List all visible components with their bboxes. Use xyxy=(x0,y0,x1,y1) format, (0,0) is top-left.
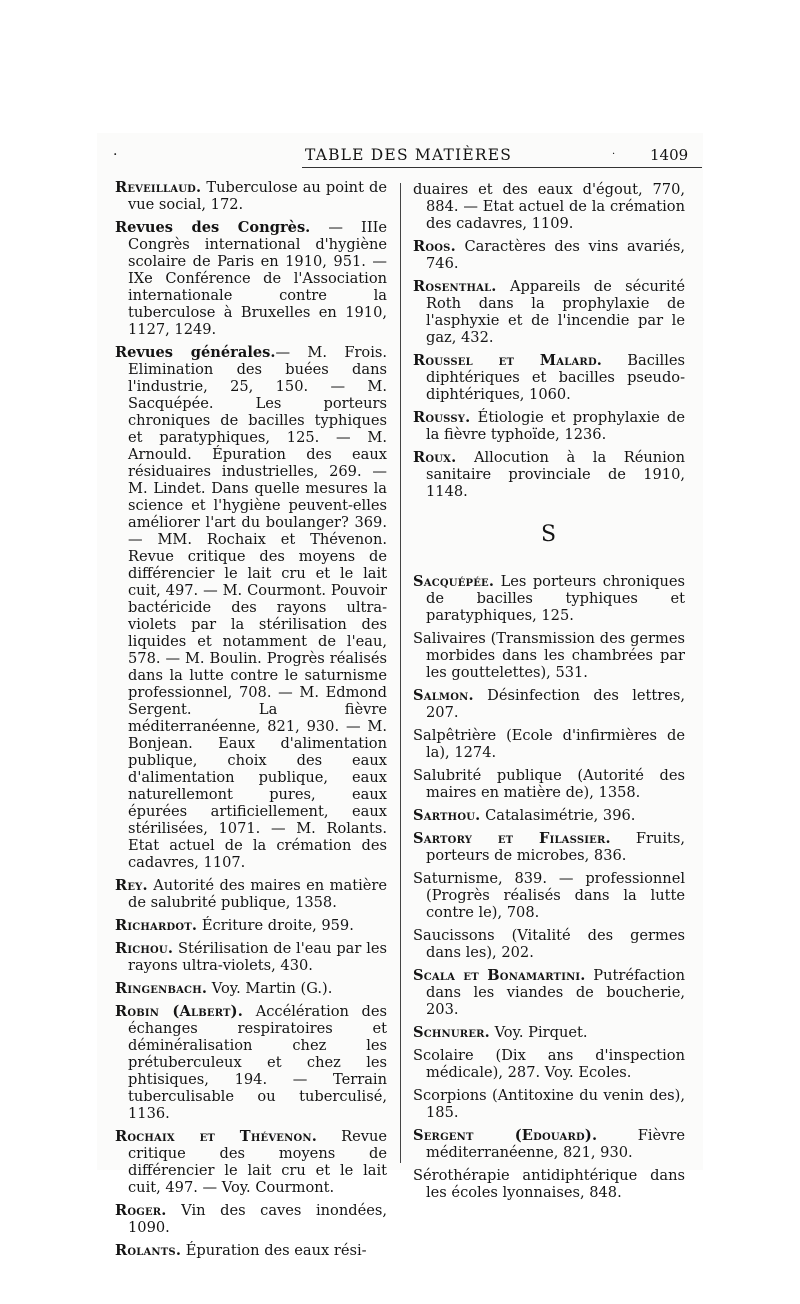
entry-heading: Roussy. xyxy=(413,409,471,426)
entry-text: Désinfection des lettres, 207. xyxy=(426,687,685,721)
index-entry xyxy=(413,830,685,864)
left-column xyxy=(115,179,387,1265)
entry-heading: Richou. xyxy=(115,940,174,957)
entry-text: Voy. Martin (G.). xyxy=(207,980,333,997)
entry-text: Stérilisation de l'eau par les rayons ultra-violets, 430. xyxy=(128,940,387,974)
entry-heading: Rochaix et Thévenon. xyxy=(115,1128,317,1145)
entry-text: Allocution à la Réunion sanitaire provinciale de 1910, 1148. xyxy=(426,449,685,500)
entry-text: Étiologie et prophylaxie de la fièvre typhoïde, 1236. xyxy=(426,409,685,443)
entry-heading: Sergent (Edouard). xyxy=(413,1127,598,1144)
entry-text: — M. Frois. Elimination des buées dans l'industrie, 25, 150. — M. Sacquépée. Les porteurs chroniques de bacilles typhiques et paratyphiques, 125. — M. Arnould. Épuration des eaux résiduaires industrielles, 269. — M. Lindet. Dans quelle mesures la science et l'hygiène peuvent-elles améliorer l'art du boulanger? 369. — MM. Rochaix et Thévenon. Revue critique des moyens de différencier le lait cru et le lait cuit, 497. — M. Courmont. Pouvoir bactéricide des rayons ultra-violets par la stérilisation des liquides et notamment de l'eau, 578. — M. Boulin. Progrès réalisés dans la lutte contre le saturnisme professionnel, 708. — M. Edmond Sergent. La fièvre méditerranéenne, 821, 930. — M. Bonjean. Eaux d'alimentation publique, choix des eaux d'alimentation publique, eaux naturellemont pures, eaux épurées artificiellement, eaux stérilisées, 1071. — M. Rolants. Etat actuel de la crémation des cadavres, 1107. xyxy=(128,344,387,871)
index-entry xyxy=(115,179,387,213)
entry-heading: Roger. xyxy=(115,1202,167,1219)
entry-text: Autorité des maires en matière de salubrité publique, 1358. xyxy=(128,877,387,911)
index-entry xyxy=(413,1024,685,1041)
entry-heading: Richardot. xyxy=(115,917,198,934)
index-entry xyxy=(413,807,685,824)
right-column-s-entries xyxy=(413,573,685,1201)
entry-heading: Revues générales. xyxy=(115,344,276,361)
index-entry xyxy=(115,1003,387,1122)
entry-heading: Revues des Congrès. xyxy=(115,219,311,236)
entry-text: Voy. Pirquet. xyxy=(489,1024,588,1041)
page-number: 1409 xyxy=(650,146,689,164)
index-entry xyxy=(413,967,685,1018)
column-divider xyxy=(400,183,401,1163)
entry-text: Fruits, porteurs de microbes, 836. xyxy=(426,830,685,864)
index-entry xyxy=(413,573,685,624)
index-entry xyxy=(115,1202,387,1236)
entry-text: Salubrité publique (Autorité des maires en matière de), 1358. xyxy=(413,767,685,801)
entry-heading: Roos. xyxy=(413,238,456,255)
right-column xyxy=(413,181,685,1207)
right-column-r-entries xyxy=(413,181,685,500)
entry-heading: Rosenthal. xyxy=(413,278,497,295)
entry-text: duaires et des eaux d'égout, 770, 884. — Etat actuel de la crémation des cadavres, 1109. xyxy=(413,181,685,232)
index-entry xyxy=(115,344,387,871)
index-entry xyxy=(115,980,387,997)
index-entry xyxy=(413,727,685,761)
index-entry xyxy=(115,877,387,911)
entry-text: Salpêtrière (Ecole d'infirmières de la), 1274. xyxy=(413,727,685,761)
index-entry xyxy=(413,767,685,801)
entry-text: Scorpions (Antitoxine du venin des), 185. xyxy=(413,1087,685,1121)
index-entry xyxy=(413,449,685,500)
index-entry xyxy=(115,1242,387,1259)
index-entry xyxy=(413,1127,685,1161)
running-title: TABLE DES MATIÈRES xyxy=(305,146,513,164)
index-entry xyxy=(115,917,387,934)
index-entry xyxy=(413,630,685,681)
entry-heading: Schnurer. xyxy=(413,1024,490,1041)
index-entry xyxy=(115,219,387,338)
entry-text: Catalasimétrie, 396. xyxy=(480,807,636,824)
index-entry xyxy=(115,1128,387,1196)
index-entry xyxy=(413,870,685,921)
index-entry xyxy=(413,927,685,961)
entry-heading: Sacquépée. xyxy=(413,573,495,590)
entry-heading: Ringenbach. xyxy=(115,980,208,997)
entry-text: Saturnisme, 839. — professionnel (Progrès réalisés dans la lutte contre le), 708. xyxy=(413,870,685,921)
entry-heading: Salmon. xyxy=(413,687,474,704)
entry-text: Écriture droite, 959. xyxy=(197,917,354,934)
entry-text: Bacilles diphtériques et bacilles pseudo-diphtériques, 1060. xyxy=(426,352,685,403)
header-mark: · xyxy=(612,149,616,160)
index-entry xyxy=(413,409,685,443)
entry-heading: Rey. xyxy=(115,877,148,894)
header-rule xyxy=(302,167,702,168)
entry-text: Tuberculose au point de vue social, 172. xyxy=(128,179,387,213)
index-entry xyxy=(413,687,685,721)
page-header xyxy=(97,145,703,169)
index-entry xyxy=(413,278,685,346)
index-entry xyxy=(413,1087,685,1121)
index-entry xyxy=(115,940,387,974)
index-entry xyxy=(413,1047,685,1081)
entry-text: Revue critique des moyens de différencier le lait cru et le lait cuit, 497. — Voy. Courmont. xyxy=(128,1128,387,1196)
entry-text: Caractères des vins avariés, 746. xyxy=(426,238,685,272)
entry-heading: Reveillaud. xyxy=(115,179,202,196)
entry-heading: Roussel et Malard. xyxy=(413,352,603,369)
entry-text: Scolaire (Dix ans d'inspection médicale), 287. Voy. Ecoles. xyxy=(413,1047,685,1081)
entry-heading: Sartory et Filassier. xyxy=(413,830,611,847)
index-entry xyxy=(413,352,685,403)
entry-text: Accélération des échanges respiratoires et déminéralisation chez les prétuberculeux et chez les phtisiques, 194. — Terrain tuberculisable ou tuberculisé, 1136. xyxy=(128,1003,388,1122)
page-sheet xyxy=(97,133,703,1259)
entry-text: Saucissons (Vitalité des germes dans les), 202. xyxy=(413,927,685,961)
entry-text: Vin des caves inondées, 1090. xyxy=(128,1202,387,1236)
entry-text: — IIIe Congrès international d'hygiène scolaire de Paris en 1910, 951. — IXe Conférence de l'Association internationale contre la tuberculose à Bruxelles en 1910, 1127, 1249. xyxy=(128,219,387,338)
entry-heading: Roux. xyxy=(413,449,457,466)
header-mark: · xyxy=(113,147,118,163)
index-entry xyxy=(413,1167,685,1201)
entry-heading: Rolants. xyxy=(115,1242,182,1259)
index-entry xyxy=(413,238,685,272)
entry-text: Salivaires (Transmission des germes morbides dans les chambrées par les gouttelettes), 531. xyxy=(413,630,685,681)
entry-text: Putréfaction dans les viandes de boucherie, 203. xyxy=(426,967,685,1018)
entry-text: Épuration des eaux rési- xyxy=(181,1242,367,1259)
section-letter: S xyxy=(540,522,558,547)
entry-heading: Robin (Albert). xyxy=(115,1003,244,1020)
entry-heading: Scala et Bonamartini. xyxy=(413,967,586,984)
entry-text: Les porteurs chroniques de bacilles typhiques et paratyphiques, 125. xyxy=(426,573,685,624)
entry-text: Sérothérapie antidiphtérique dans les écoles lyonnaises, 848. xyxy=(413,1167,685,1201)
entry-heading: Sarthou. xyxy=(413,807,481,824)
entry-text: Appareils de sécurité Roth dans la prophylaxie de l'asphyxie et de l'incendie par le gaz, 432. xyxy=(426,278,685,346)
entry-text: Fièvre méditerranéenne, 821, 930. xyxy=(426,1127,685,1161)
index-entry xyxy=(413,181,685,232)
